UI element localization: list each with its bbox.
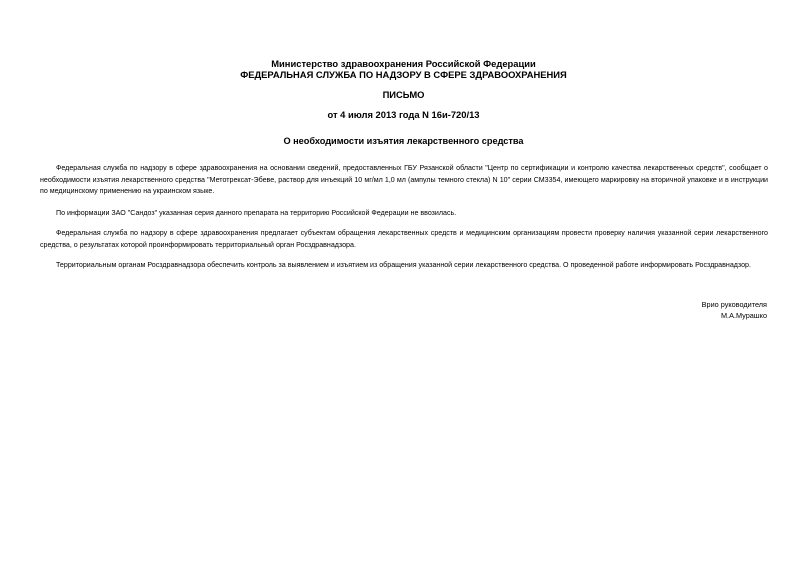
body-paragraph-1: Федеральная служба по надзору в сфере здравоохранения на основании сведений, предоставленных ГБУ Рязанской области "Центр по сертификации и контролю качества лекарственных средств", сообщает о необходимости изъятия лекарственного средства "Метотрексат-Эбеве, раствор для инъекций 10 мг/мл 1,0 мл (ампулы темного стекла) N 10" серии СМ3354, имеющего маркировку на вторичной упаковке и в инструкции по медицинскому применению на украинском языке.	[40, 164, 768, 195]
document-date-number: от 4 июля 2013 года N 16и-720/13	[327, 109, 480, 120]
service-name: ФЕДЕРАЛЬНАЯ СЛУЖБА ПО НАДЗОРУ В СФЕРЕ ЗДРАВООХРАНЕНИЯ	[240, 69, 567, 80]
document-type: ПИСЬМО	[382, 89, 425, 100]
document-subject: О необходимости изъятия лекарственного средства	[283, 136, 524, 146]
body-paragraph-4: Территориальным органам Росздравнадзора обеспечить контроль за выявлением и изъятием из обращения указанной серии лекарственного средства. О проведенной работе информировать Росздравнадзор.	[56, 261, 751, 269]
signatory-position: Врио руководителя	[701, 300, 767, 309]
body-paragraph-2: По информации ЗАО "Сандоз" указанная серия данного препарата на территорию Российской Федерации не ввозилась.	[56, 209, 457, 217]
ministry-name: Министерство здравоохранения Российской Федерации	[271, 58, 536, 69]
signatory-name: М.А.Мурашко	[720, 311, 767, 320]
body-paragraph-3: Федеральная служба по надзору в сфере здравоохранения предлагает субъектам обращения лекарственных средств и медицинским организациям провести проверку наличия указанной серии лекарственного средства, о результатах которой проинформировать территориальный орган Росздравнадзора.	[40, 229, 768, 249]
